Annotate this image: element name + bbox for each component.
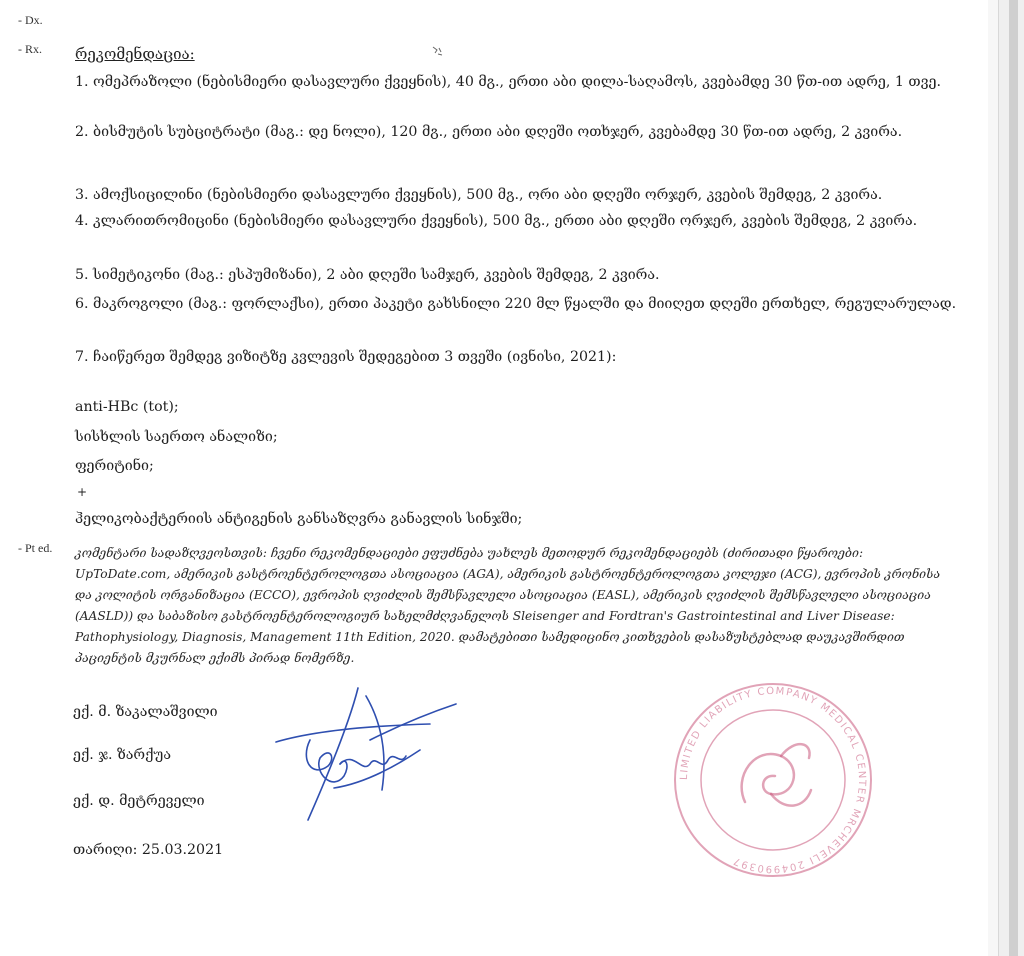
- scrollbar-thumb[interactable]: [1009, 0, 1018, 956]
- rx-item-4: 4. კლარითრომიცინი (ნებისმიერი დასავლური ქვეყნის), 500 მგ., ერთი აბი დღეში ორჯერ, კვების შემდეგ, 2 კვირა.: [75, 213, 918, 229]
- ink-speck-icon: [430, 44, 446, 58]
- recommendation-title: რეკომენდაცია:: [75, 45, 195, 63]
- comment-line: Pathophysiology, Diagnosis, Management 11th Edition, 2020. დამატებითი სამედიცინო კითხვების დასაზუსტებლად დაუკავშირდით: [75, 630, 905, 644]
- comment-line: UpToDate.com, ამერიკის გასტროენტეროლოგთა ასოციაცია (AGA), ამერიკის გასტროენტეროლოგთა კოლეჯი (ACG), ევროპის კრონისა: [75, 567, 941, 581]
- signature-icon: [270, 680, 460, 830]
- rx-item-5: 5. სიმეტიკონი (მაგ.: ესპუმიზანი), 2 აბი დღეში სამჯერ, კვების შემდეგ, 2 კვირა.: [75, 267, 660, 283]
- doctor-name-2: ექ. ჯ. ზარქუა: [73, 747, 171, 763]
- doctor-name-3: ექ. დ. მეტრეველი: [73, 793, 205, 809]
- comment-line: კომენტარი სადაზღვეოსთვის: ჩვენი რეკომენდაციები ეფუძნება უახლეს მეთოდურ რეკომენდაციებს (ძირითადი წყაროები:: [75, 546, 864, 560]
- stamp-ring-text: LIMITED LIABILITY COMPANY MEDICAL CENTER MRCHEVELI 204990397: [678, 685, 868, 875]
- comment-line: პაციენტის მკურნალ ექიმს პირად ნომერზე.: [75, 651, 355, 665]
- insurance-comment: [75, 543, 975, 669]
- clinic-stamp-icon: [663, 680, 883, 880]
- rx-item-6: 6. მაკროგოლი (მაგ.: ფორლაქსი), ერთი პაკეტი გახსნილი 220 მლ წყალში და მიიღეთ დღეში ერთხელ, რეგულარულად.: [75, 296, 957, 312]
- comment-line: და კოლიტის ორგანიზაცია (ECCO), ევროპის ღვიძლის შემსწავლელი ასოციაცია (EASL), ამერიკის ღვიძლის შემსწავლელი ასოციაცია: [75, 588, 931, 602]
- comment-line: (AASLD)) და საბაზისო გასტროენტეროლოგიურ სახელმძღვანელოს Sleisenger and Fordtran's Gastrointestinal and Liver Disease:: [75, 609, 895, 623]
- test-ferritin: ფერიტინი;: [75, 458, 154, 474]
- document-date: თარიღი: 25.03.2021: [73, 842, 224, 858]
- scrollbar-track-edge: [988, 0, 999, 956]
- test-anti-hbc: anti-HBc (tot);: [75, 399, 179, 415]
- test-blood-count: სისხლის საერთო ანალიზი;: [75, 429, 278, 445]
- pt-ed-label: - Pt ed.: [18, 541, 53, 555]
- test-plus: +: [77, 485, 88, 499]
- rx-item-7: 7. ჩაიწერეთ შემდეგ ვიზიტზე კვლევის შედეგებით 3 თვეში (ივნისი, 2021):: [75, 349, 617, 365]
- vertical-scrollbar[interactable]: [988, 0, 1024, 956]
- rx-item-1: 1. ომეპრაზოლი (ნებისმიერი დასავლური ქვეყნის), 40 მგ., ერთი აბი დილა-საღამოს, კვებამდე 30 წთ-ით ადრე, 1 თვე.: [75, 74, 941, 90]
- rx-item-3: 3. ამოქსიცილინი (ნებისმიერი დასავლური ქვეყნის), 500 მგ., ორი აბი დღეში ორჯერ, კვების შემდეგ, 2 კვირა.: [75, 187, 883, 203]
- doctor-name-1: ექ. მ. ზაკალაშვილი: [73, 704, 218, 720]
- rx-item-2: 2. ბისმუტის სუბციტრატი (მაგ.: დე ნოლი), 120 მგ., ერთი აბი დღეში ოთხჯერ, კვებამდე 30 წთ-ით ადრე, 2 კვირა.: [75, 124, 903, 140]
- dx-label: - Dx.: [18, 13, 43, 27]
- rx-label: - Rx.: [18, 42, 42, 56]
- test-h-pylori: ჰელიკობაქტერიის ანტიგენის განსაზღვრა განავლის სინჯში;: [75, 511, 523, 527]
